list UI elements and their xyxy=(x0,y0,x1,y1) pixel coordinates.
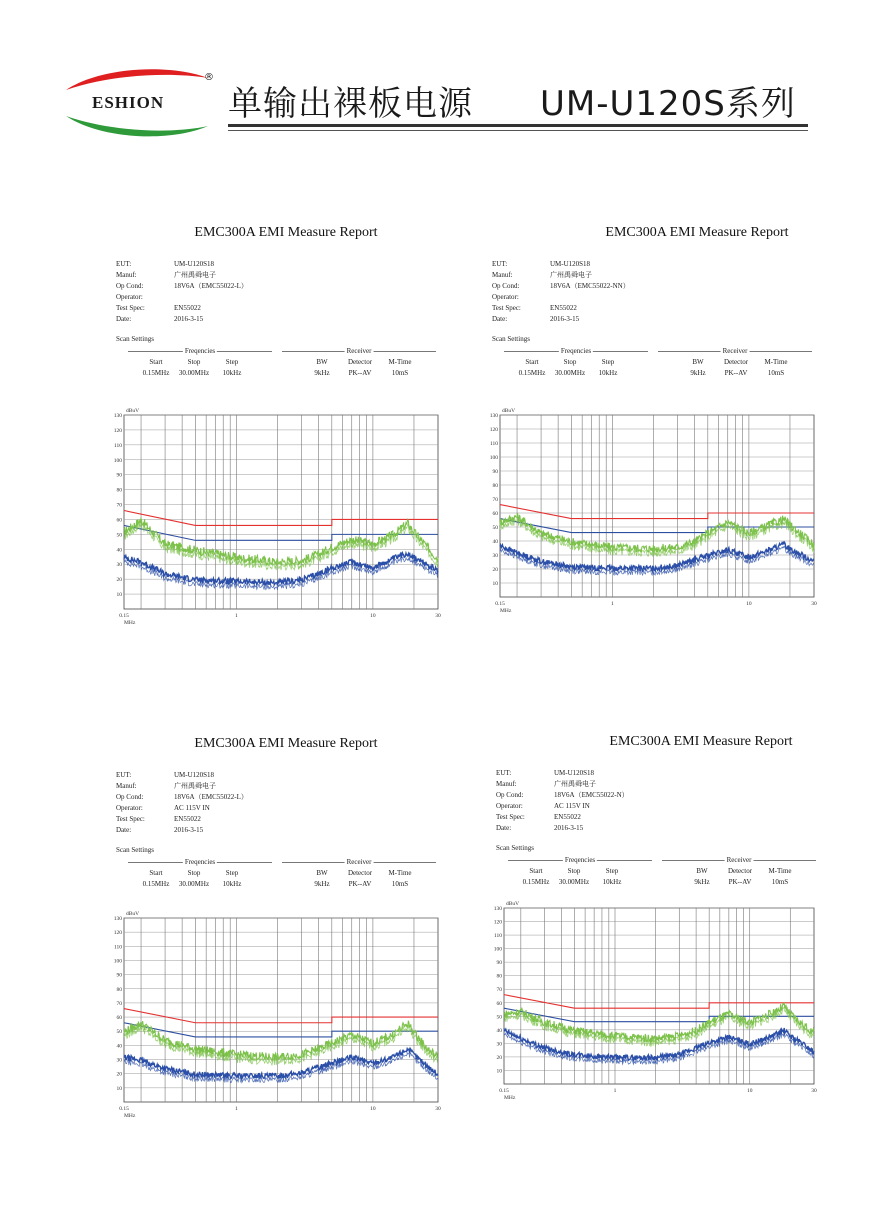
y-tick-label: 10 xyxy=(492,581,498,587)
x-tick-label: 30 xyxy=(811,601,817,607)
field-row xyxy=(116,270,316,281)
field-key: Manuf: xyxy=(116,271,137,279)
y-tick-label: 30 xyxy=(116,1057,122,1064)
x-tick-label: 10 xyxy=(746,601,752,607)
freq-col-header: Stop xyxy=(187,358,201,366)
field-key: Test Spec: xyxy=(116,304,145,312)
field-row xyxy=(492,270,692,281)
y-tick-label: 70 xyxy=(116,1000,122,1007)
y-tick-label: 120 xyxy=(489,427,498,433)
receiver-group-label: Receiver xyxy=(722,347,748,355)
y-tick-label: 80 xyxy=(116,487,122,494)
y-tick-label: 110 xyxy=(489,441,498,447)
receiver-col-value: 10mS xyxy=(767,369,785,377)
y-tick-label: 80 xyxy=(496,973,502,980)
y-tick-label: 90 xyxy=(496,960,502,967)
freq-group-label: Freqencies xyxy=(564,856,596,864)
receiver-col-value: PK--AV xyxy=(728,878,752,886)
report-fields xyxy=(496,768,696,834)
field-row xyxy=(116,314,316,325)
field-value: UM-U120S18 xyxy=(550,260,591,268)
freq-col-value: 30.00MHz xyxy=(178,369,210,377)
field-key: Date: xyxy=(116,826,132,834)
emi-report xyxy=(489,225,832,614)
y-tick-label: 130 xyxy=(113,916,122,922)
field-value: 2016-3-15 xyxy=(550,315,580,323)
freq-group-label: Freqencies xyxy=(184,347,216,355)
field-row xyxy=(496,779,696,790)
receiver-col-value: PK--AV xyxy=(348,880,372,888)
field-value: AC 115V IN xyxy=(174,804,210,812)
field-row xyxy=(492,303,692,314)
field-key: Date: xyxy=(116,315,132,323)
freq-col-header: Stop xyxy=(187,869,201,877)
scan-settings-label: Scan Settings xyxy=(116,846,154,854)
field-value: 2016-3-15 xyxy=(554,824,584,832)
field-row xyxy=(492,281,692,292)
receiver-col-header: Detector xyxy=(347,358,373,366)
y-tick-label: 110 xyxy=(113,944,122,951)
receiver-col-value: 9kHz xyxy=(314,369,330,377)
y-tick-label: 20 xyxy=(492,567,498,573)
field-key: Operator: xyxy=(496,802,523,810)
receiver-col-header: Detector xyxy=(347,869,373,877)
y-tick-label: 40 xyxy=(492,539,498,545)
y-tick-label: 120 xyxy=(113,930,122,937)
field-row xyxy=(496,823,696,834)
field-key: Op Cond: xyxy=(116,793,144,801)
x-tick-label: 10 xyxy=(746,1088,753,1094)
freq-col-header: Start xyxy=(525,358,539,366)
receiver-col-value: 10mS xyxy=(391,880,409,888)
y-tick-label: 20 xyxy=(116,1071,122,1078)
y-tick-label: 20 xyxy=(116,577,122,584)
y-tick-label: 70 xyxy=(116,502,122,509)
y-tick-label: 20 xyxy=(496,1054,502,1061)
y-tick-label: 130 xyxy=(489,413,498,419)
field-row xyxy=(496,768,696,779)
field-key: Test Spec: xyxy=(496,813,525,821)
field-row xyxy=(116,792,316,803)
y-tick-label: 70 xyxy=(496,987,502,994)
y-tick-label: 40 xyxy=(116,1043,122,1050)
y-tick-label: 50 xyxy=(492,525,498,531)
report-fields xyxy=(492,259,692,325)
receiver-col-header: BW xyxy=(316,358,328,366)
emi-report xyxy=(493,734,836,1101)
freq-col-value: 0.15MHz xyxy=(142,369,170,377)
freq-col-value: 0.15MHz xyxy=(142,880,170,888)
field-key: Test Spec: xyxy=(116,815,145,823)
field-key: Operator: xyxy=(116,293,143,301)
freq-col-header: Step xyxy=(605,867,619,875)
report-fields xyxy=(116,770,316,836)
y-tick-label: 130 xyxy=(493,906,502,912)
field-value: 2016-3-15 xyxy=(174,826,204,834)
receiver-col-value: 9kHz xyxy=(314,880,330,888)
x-tick-label: 0.15 xyxy=(119,1106,129,1112)
y-tick-label: 110 xyxy=(113,442,122,449)
field-key: Operator: xyxy=(492,293,519,301)
field-value: EN55022 xyxy=(174,815,201,823)
field-row xyxy=(116,259,316,270)
freq-col-header: Start xyxy=(149,869,163,877)
logo-text: ESHION xyxy=(92,93,165,112)
y-tick-label: 30 xyxy=(116,562,122,569)
field-key: EUT: xyxy=(492,260,508,268)
receiver-group-label: Receiver xyxy=(346,347,372,355)
x-tick-label: 30 xyxy=(811,1088,817,1094)
page-title: 单输出裸板电源 xyxy=(228,84,473,124)
field-value: 18V6A（EMC55022-L） xyxy=(174,282,248,290)
receiver-col-header: M-Time xyxy=(388,869,412,877)
registered-mark: ® xyxy=(204,72,214,83)
y-tick-label: 30 xyxy=(492,553,498,559)
field-key: EUT: xyxy=(116,260,132,268)
scan-settings-label: Scan Settings xyxy=(116,335,154,343)
y-tick-label: 10 xyxy=(496,1068,502,1075)
report-title: EMC300A EMI Measure Report xyxy=(194,225,378,240)
y-tick-label: 40 xyxy=(496,1027,502,1034)
field-key: Op Cond: xyxy=(492,282,520,290)
freq-col-value: 30.00MHz xyxy=(558,878,590,886)
y-axis-label: dBuV xyxy=(502,408,516,414)
page-header xyxy=(0,0,870,140)
field-row xyxy=(116,292,316,303)
field-value: UM-U120S18 xyxy=(554,769,595,777)
freq-col-header: Step xyxy=(601,358,615,366)
freq-col-header: Start xyxy=(149,358,163,366)
emi-report xyxy=(113,225,456,626)
field-value: 广州禹舜电子 xyxy=(174,271,216,279)
receiver-col-value: 9kHz xyxy=(694,878,710,886)
receiver-col-value: 10mS xyxy=(391,369,409,377)
y-tick-label: 60 xyxy=(116,517,122,524)
header-rule xyxy=(228,124,808,127)
field-key: EUT: xyxy=(496,769,512,777)
y-tick-label: 90 xyxy=(116,972,122,979)
y-axis-label: dBuV xyxy=(506,901,520,907)
field-value: 18V6A（EMC55022-L） xyxy=(174,793,248,801)
x-axis-label: MHz xyxy=(124,620,136,626)
y-tick-label: 100 xyxy=(489,455,498,461)
receiver-col-header: M-Time xyxy=(764,358,788,366)
x-tick-label: 30 xyxy=(435,1106,441,1112)
receiver-group-label: Receiver xyxy=(726,856,752,864)
freq-col-value: 30.00MHz xyxy=(178,880,210,888)
x-tick-label: 0.15 xyxy=(119,613,129,619)
y-tick-label: 80 xyxy=(116,986,122,993)
receiver-col-header: M-Time xyxy=(388,358,412,366)
freq-group-label: Freqencies xyxy=(184,858,216,866)
field-row xyxy=(116,303,316,314)
emi-chart xyxy=(113,403,446,637)
x-axis-label: MHz xyxy=(500,608,512,614)
y-tick-label: 10 xyxy=(116,592,122,599)
field-value: EN55022 xyxy=(554,813,581,821)
y-tick-label: 130 xyxy=(113,413,122,419)
x-tick-label: 1 xyxy=(235,613,238,619)
receiver-col-value: 10mS xyxy=(771,878,789,886)
freq-col-header: Stop xyxy=(563,358,577,366)
field-value: 18V6A（EMC55022-NN） xyxy=(550,282,630,290)
field-row xyxy=(492,314,692,325)
receiver-col-header: M-Time xyxy=(768,867,792,875)
header-rule-thin xyxy=(228,130,808,131)
report-title: EMC300A EMI Measure Report xyxy=(609,734,793,749)
y-tick-label: 60 xyxy=(116,1015,122,1022)
receiver-col-header: Detector xyxy=(723,358,749,366)
y-tick-label: 90 xyxy=(492,469,498,475)
model-series: UM-U120S系列 xyxy=(540,84,796,124)
field-row xyxy=(492,292,692,303)
field-key: Op Cond: xyxy=(116,282,144,290)
field-key: Op Cond: xyxy=(496,791,524,799)
y-tick-label: 30 xyxy=(496,1041,502,1048)
y-tick-label: 40 xyxy=(116,547,122,554)
report-title: EMC300A EMI Measure Report xyxy=(194,736,378,751)
y-tick-label: 110 xyxy=(493,933,502,940)
y-tick-label: 50 xyxy=(496,1014,502,1021)
field-value: 广州禹舜电子 xyxy=(174,782,216,790)
freq-col-header: Step xyxy=(225,358,239,366)
field-row xyxy=(496,812,696,823)
y-tick-label: 100 xyxy=(113,958,122,965)
freq-col-header: Start xyxy=(529,867,543,875)
x-axis-label: MHz xyxy=(504,1095,516,1101)
y-tick-label: 120 xyxy=(493,919,502,926)
y-axis-label: dBuV xyxy=(126,911,140,917)
x-tick-label: 0.15 xyxy=(499,1088,509,1094)
x-tick-label: 0.15 xyxy=(495,601,505,607)
report-title: EMC300A EMI Measure Report xyxy=(605,225,789,240)
y-tick-label: 60 xyxy=(492,511,498,517)
emi-chart xyxy=(489,403,822,625)
field-key: Manuf: xyxy=(492,271,513,279)
field-value: EN55022 xyxy=(550,304,577,312)
x-tick-label: 30 xyxy=(435,613,441,619)
field-value: UM-U120S18 xyxy=(174,260,215,268)
field-row xyxy=(492,259,692,270)
emi-chart xyxy=(113,906,446,1130)
x-tick-label: 10 xyxy=(370,1106,376,1112)
freq-col-value: 10kHz xyxy=(598,369,618,377)
receiver-col-value: PK--AV xyxy=(348,369,372,377)
field-row xyxy=(496,801,696,812)
receiver-col-header: Detector xyxy=(727,867,753,875)
freq-col-value: 10kHz xyxy=(602,878,622,886)
y-tick-label: 70 xyxy=(492,497,498,503)
field-row xyxy=(116,781,316,792)
field-key: Operator: xyxy=(116,804,143,812)
y-tick-label: 50 xyxy=(116,532,122,539)
y-tick-label: 100 xyxy=(113,457,122,464)
report-fields xyxy=(116,259,316,325)
receiver-group-label: Receiver xyxy=(346,858,372,866)
field-value: UM-U120S18 xyxy=(174,771,215,779)
x-tick-label: 1 xyxy=(235,1106,238,1112)
y-tick-label: 10 xyxy=(116,1085,122,1092)
field-key: Date: xyxy=(492,315,508,323)
y-tick-label: 90 xyxy=(116,472,122,479)
receiver-col-header: BW xyxy=(696,867,708,875)
freq-col-value: 10kHz xyxy=(222,369,242,377)
field-key: Date: xyxy=(496,824,512,832)
field-key: Test Spec: xyxy=(492,304,521,312)
freq-col-value: 0.15MHz xyxy=(518,369,546,377)
y-tick-label: 50 xyxy=(116,1029,122,1036)
freq-group-label: Freqencies xyxy=(560,347,592,355)
receiver-col-value: 9kHz xyxy=(690,369,706,377)
field-row xyxy=(116,803,316,814)
y-tick-label: 80 xyxy=(492,483,498,489)
field-value: EN55022 xyxy=(174,304,201,312)
field-row xyxy=(116,825,316,836)
emi-report xyxy=(113,736,456,1119)
field-value: 18V6A（EMC55022-N） xyxy=(554,791,629,799)
field-key: Manuf: xyxy=(496,780,517,788)
scan-settings-label: Scan Settings xyxy=(492,335,530,343)
field-row xyxy=(496,790,696,801)
freq-col-value: 0.15MHz xyxy=(522,878,550,886)
y-axis-label: dBuV xyxy=(126,408,140,414)
x-tick-label: 1 xyxy=(611,601,614,607)
freq-col-header: Step xyxy=(225,869,239,877)
y-tick-label: 120 xyxy=(113,427,122,434)
x-tick-label: 1 xyxy=(613,1088,617,1094)
field-key: EUT: xyxy=(116,771,132,779)
freq-col-header: Stop xyxy=(567,867,581,875)
field-key: Manuf: xyxy=(116,782,137,790)
field-row xyxy=(116,770,316,781)
receiver-col-header: BW xyxy=(692,358,704,366)
field-row xyxy=(116,814,316,825)
receiver-col-value: PK--AV xyxy=(724,369,748,377)
receiver-col-header: BW xyxy=(316,869,328,877)
freq-col-value: 30.00MHz xyxy=(554,369,586,377)
freq-col-value: 10kHz xyxy=(222,880,242,888)
field-value: AC 115V IN xyxy=(554,802,590,810)
field-value: 2016-3-15 xyxy=(174,315,204,323)
y-tick-label: 100 xyxy=(493,946,502,953)
x-axis-label: MHz xyxy=(124,1113,136,1119)
field-value: 广州禹舜电子 xyxy=(554,780,596,788)
x-tick-label: 10 xyxy=(370,613,376,619)
field-row xyxy=(116,281,316,292)
scan-settings-label: Scan Settings xyxy=(496,844,534,852)
field-value: 广州禹舜电子 xyxy=(550,271,592,279)
emi-chart xyxy=(493,896,822,1112)
y-tick-label: 60 xyxy=(496,1000,502,1007)
